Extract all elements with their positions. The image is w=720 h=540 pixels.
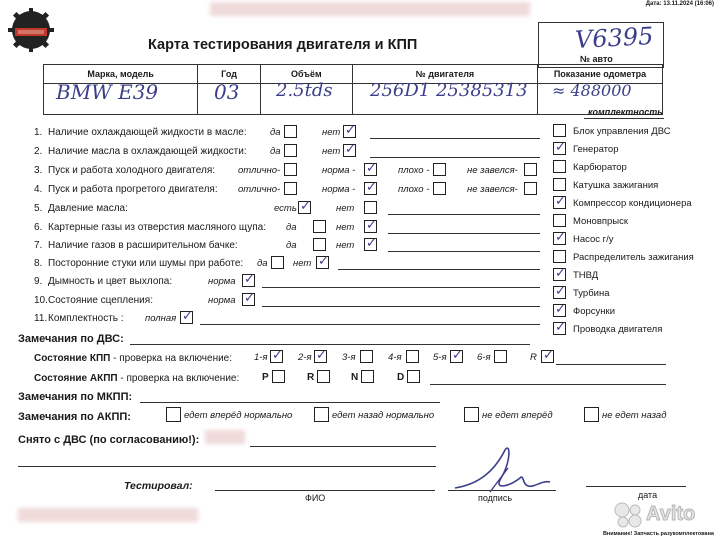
check-mark-icon: ✓ [555,265,566,280]
gear-label: 3-я [342,352,356,363]
akpp-label-rest: - проверка на включение: [117,373,240,384]
option-norm: норма [208,295,236,306]
option-bad: плохо - [398,184,430,195]
notes-line [370,138,540,139]
option-no: нет [322,146,341,157]
option-yes: да [286,222,297,233]
gear-checkbox[interactable] [494,350,507,363]
gear-label: 1-я [254,352,268,363]
checkbox-4-bad[interactable] [433,182,446,195]
kit-item-label: Распределитель зажигания [573,252,694,263]
kit-item-label: Турбина [573,288,610,299]
col-header-make: Марка, модель [44,65,198,84]
option-normal: норма - [322,184,356,195]
akpp-gear-checkbox[interactable] [272,370,285,383]
fio-label: ФИО [305,493,326,503]
akpp-remark-checkbox[interactable] [314,407,329,422]
option-norm: норма [208,276,236,287]
gear-label: 5-я [433,352,447,363]
check-mark-icon: ✓ [272,347,283,362]
check-num: 9. [34,276,43,287]
volume-value: 2.5tds [276,80,333,101]
notes-line [18,466,436,467]
company-logo [8,8,54,52]
check-num: 5. [34,203,43,214]
notes-line [140,402,440,403]
check-mark-icon: ✓ [555,193,566,208]
option-bad: плохо - [398,165,430,176]
akpp-remark-checkbox[interactable] [166,407,181,422]
gear-label: 2-я [298,352,312,363]
check-num: 10. [34,295,48,306]
akpp-gear-checkbox[interactable] [317,370,330,383]
check-mark-icon: ✓ [555,229,566,244]
option-yes: да [270,146,281,157]
gear-label: R [530,352,537,363]
gear-checkbox[interactable] [360,350,373,363]
date-line [586,486,686,487]
akpp-gear-label: N [351,372,359,383]
signature-label: подпись [478,493,513,503]
option-no: нет [322,127,341,138]
notes-line [262,306,540,307]
kit-checkbox[interactable] [553,250,566,263]
auto-number-label: № авто [580,54,613,64]
engine-number-value: 256D1 25385313 [370,80,528,101]
kit-item-label: Моновпрыск [573,216,629,227]
kit-item-label: Компрессор кондиционера [573,198,692,209]
akpp-remark-option: не едет вперёд [482,410,553,421]
checkbox-1-yes[interactable] [284,125,297,138]
check-num: 4. [34,184,43,195]
kit-checkbox[interactable] [553,160,566,173]
redacted-footer [18,508,198,522]
check-label: Картерные газы из отверстия масляного щупа: [48,222,266,233]
kit-checkbox[interactable] [553,214,566,227]
checkbox-8-yes[interactable] [271,256,284,269]
year-value: 03 [214,80,240,104]
make-model-value: BMW E39 [56,80,159,104]
check-num: 3. [34,165,43,176]
akpp-label-bold: Состояние АКПП [34,373,118,384]
kit-item-label: Насос г/у [573,234,614,245]
redacted-removed [205,430,245,444]
notes-line [388,214,540,215]
check-label: Давление масла: [48,203,128,214]
check-mark-icon: ✓ [244,290,255,305]
kit-item-label: Генератор [573,144,619,155]
notes-line [262,287,540,288]
kpp-label [34,353,232,364]
tested-label: Тестировал: [124,480,193,492]
akpp-gear-label: R [307,372,315,383]
avito-logo [614,502,714,530]
checkbox-2-yes[interactable] [284,144,297,157]
check-num: 8. [34,258,43,269]
option-yes: да [257,258,268,269]
page-title: Карта тестирования двигателя и КПП [148,37,418,53]
option-no: нет [336,240,355,251]
check-mark-icon: ✓ [452,347,463,362]
check-mark-icon: ✓ [366,235,377,250]
col-header-odometer: Показание одометра [538,65,663,84]
option-not-started: не завелся- [467,165,518,176]
check-label: Состояние сцепления: [48,295,153,306]
redacted-header [210,2,530,16]
option-excellent: отлично- [238,165,281,176]
notes-line [130,344,530,345]
notes-line [388,233,540,234]
akpp-remark-option: едет назад нормально [332,410,435,421]
kit-item-label: Форсунки [573,306,615,317]
check-mark-icon: ✓ [555,139,566,154]
gear-label: 4-я [388,352,402,363]
check-label: Наличие газов в расширительном бачке: [48,240,238,251]
akpp-label [34,373,239,384]
checkbox-3-excellent[interactable] [284,163,297,176]
notes-line [370,157,540,158]
option-yes: да [286,240,297,251]
check-mark-icon: ✓ [555,283,566,298]
remarks-akpp-label: Замечания по АКПП: [18,411,131,423]
check-mark-icon: ✓ [244,271,255,286]
kpp-label-rest: - проверка на включение: [110,353,233,364]
gear-checkbox[interactable] [406,350,419,363]
check-mark-icon: ✓ [300,198,311,213]
kit-item-label: Проводка двигателя [573,324,663,335]
check-num: 6. [34,222,43,233]
option-full: полная [145,313,177,324]
check-mark-icon: ✓ [316,347,327,362]
checkbox-7-yes[interactable] [313,238,326,251]
col-header-year: Год [198,65,260,84]
akpp-remark-checkbox[interactable] [584,407,599,422]
notes-line [338,269,540,270]
auto-number-value: V6395 [574,21,655,55]
notes-line [430,384,666,385]
check-num: 2. [34,146,43,157]
akpp-remark-checkbox[interactable] [464,407,479,422]
option-no: нет [336,222,355,233]
akpp-gear-checkbox[interactable] [407,370,420,383]
check-mark-icon: ✓ [555,301,566,316]
tester-name-line [215,490,435,491]
timestamp: Дата: 13.11.2024 (16:06) [645,1,714,7]
option-no: нет [336,203,355,214]
watermark-note: Внимание! Запчасть разукомплектована [602,531,714,537]
removed-label: Снято с ДВС (по согласованию!): [18,434,200,446]
check-mark-icon: ✓ [366,217,377,232]
option-present: есть [274,203,297,214]
option-not-started: не завелся- [467,184,518,195]
check-mark-icon: ✓ [366,179,377,194]
check-label: Комплектность : [48,313,124,324]
check-label: Дымность и цвет выхлопа: [48,276,173,287]
notes-line [556,364,666,365]
col-header-volume: Объём [260,65,352,84]
check-mark-icon: ✓ [345,122,356,137]
check-num: 7. [34,240,43,251]
checkbox-4-not-started[interactable] [524,182,537,195]
check-mark-icon: ✓ [182,308,193,323]
akpp-gear-checkbox[interactable] [361,370,374,383]
kit-item-label: Катушка зажигания [573,180,659,191]
notes-line [200,324,540,325]
check-label: Пуск и работа холодного двигателя: [48,165,216,176]
check-mark-icon: ✓ [345,141,356,156]
option-normal: норма - [322,165,356,176]
kit-item-label: Карбюратор [573,162,627,173]
col-header-engine-no: № двигателя [352,65,537,84]
akpp-remark-option: не едет назад [602,410,667,421]
kpp-label-bold: Состояние КПП [34,353,111,364]
odometer-value: ≈ 488000 [552,81,632,100]
check-label: Пуск и работа прогретого двигателя: [48,184,218,195]
kit-checkbox[interactable] [553,124,566,137]
signature-icon [450,440,560,505]
kit-title: комплектность [588,107,663,117]
notes-line [250,446,436,447]
check-mark-icon: ✓ [555,319,566,334]
remarks-engine-label: Замечания по ДВС: [18,333,124,345]
check-label: Наличие охлаждающей жидкости в масле: [48,127,247,138]
checkbox-3-bad[interactable] [433,163,446,176]
check-label: Посторонние стуки или шумы при работе: [48,258,244,269]
checkbox-6-yes[interactable] [313,220,326,233]
option-excellent: отлично- [238,184,281,195]
option-yes: да [270,127,281,138]
check-mark-icon: ✓ [318,253,329,268]
avito-brand: Avito [646,503,696,525]
checkbox-5-no[interactable] [364,201,377,214]
check-label: Наличие масла в охлаждающей жидкости: [48,146,247,157]
akpp-gear-label: P [262,372,269,383]
kit-item-label: ТНВД [573,270,599,281]
kit-title-underline [584,118,664,119]
checkbox-3-not-started[interactable] [524,163,537,176]
check-num: 1. [34,127,43,138]
akpp-gear-label: D [397,372,405,383]
remarks-mkpp-label: Замечания по МКПП: [18,391,133,403]
check-mark-icon: ✓ [366,160,377,175]
date-label: дата [638,490,658,500]
kit-item-label: Блок управления ДВС [573,126,671,137]
option-no: нет [293,258,312,269]
notes-line [388,251,540,252]
checkbox-4-excellent[interactable] [284,182,297,195]
check-mark-icon: ✓ [543,347,554,362]
kit-checkbox[interactable] [553,178,566,191]
check-num: 11. [34,313,48,324]
gear-label: 6-я [477,352,491,363]
akpp-remark-option: едет вперёд нормально [184,410,293,421]
